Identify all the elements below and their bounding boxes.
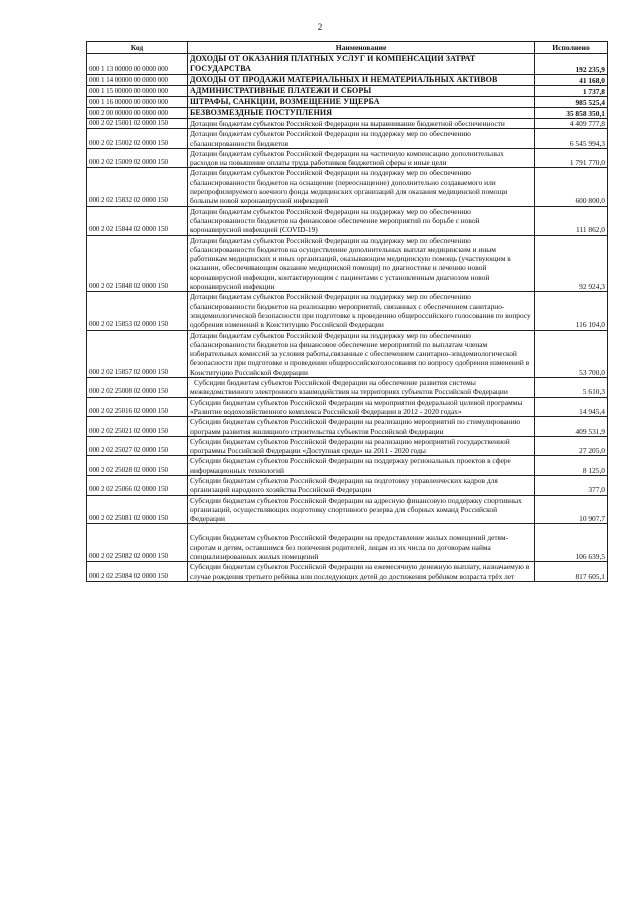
- row-name: Субсидии бюджетам субъектов Российской Федерации на ежемесячную денежную выплату, назначаемую в случае рождения третьего ребёнка или последующих детей до достижения ребёнком возраста трёх лет: [188, 562, 535, 582]
- row-amount: 1 791 770,0: [535, 148, 608, 168]
- row-name: ДОХОДЫ ОТ ПРОДАЖИ МАТЕРИАЛЬНЫХ И НЕМАТЕРИАЛЬНЫХ АКТИВОВ: [188, 75, 535, 86]
- row-name: Субсидии бюджетам субъектов Российской Федерации на предоставление жилых помещений детям-сиротам и детям, оставшимся без попечения родителей, лицам из их числа по договорам найма специализированных жилых помещений: [188, 524, 535, 562]
- row-code: 000 2 02 15844 02 0000 150: [87, 206, 188, 235]
- row-code: 000 2 02 25066 02 0000 150: [87, 475, 188, 495]
- table-row: [87, 475, 608, 495]
- row-name: Субсидии бюджетам субъектов Российской Федерации на реализацию мероприятий государственной программы Российской Федерации «Доступная среда» на 2011 - 2020 годы: [188, 436, 535, 456]
- page-number: 2: [317, 22, 323, 32]
- budget-execution-table: [86, 41, 608, 582]
- table-row: [87, 129, 608, 149]
- row-amount: 14 945,4: [535, 397, 608, 417]
- row-name: Дотации бюджетам субъектов Российской Федерации на частичную компенсацию дополнительных расходов на повышение оплаты труда работников бюджетной сферы и иные цели: [188, 148, 535, 168]
- row-code: 000 2 02 15009 02 0000 150: [87, 148, 188, 168]
- row-amount: 10 907,7: [535, 495, 608, 524]
- row-code: 000 1 15 00000 00 0000 000: [87, 86, 188, 97]
- row-amount: 600 800,0: [535, 168, 608, 206]
- row-amount: 92 924,3: [535, 235, 608, 292]
- row-amount: 817 605,1: [535, 562, 608, 582]
- row-name: АДМИНИСТРАТИВНЫЕ ПЛАТЕЖИ И СБОРЫ: [188, 86, 535, 97]
- row-amount: 27 205,0: [535, 436, 608, 456]
- row-amount: 8 125,0: [535, 456, 608, 476]
- row-code: 000 2 02 25016 02 0000 150: [87, 397, 188, 417]
- table-row: [87, 524, 608, 562]
- table-row: [87, 495, 608, 524]
- table-row: [87, 378, 608, 398]
- row-name: Дотации бюджетам субъектов Российской Федерации на поддержку мер по обеспечению сбалансированности бюджетов на финансовое обеспечение мероприятий по выплатам членам избирательных комиссий за условия работы,связанные с обеспечением санитарно-эпидемиологической безопасности при подготовке и проведении общероссийскоголосования по вопросу одобрения изменений в Конституцию Российской Федерации: [188, 330, 535, 377]
- row-code: 000 2 02 15848 02 0000 150: [87, 235, 188, 292]
- row-name: Субсидии бюджетам субъектов Российской Федерации на адресную финансовую поддержку спортивных организаций, осуществляющих подготовку спортивного резерва для сборных команд Российской Федерации: [188, 495, 535, 524]
- row-amount: 35 858 350,1: [535, 108, 608, 119]
- row-name: Дотации бюджетам субъектов Российской Федерации на выравнивание бюджетной обеспеченности: [188, 119, 535, 129]
- row-code: 000 2 02 25081 02 0000 150: [87, 495, 188, 524]
- row-amount: 106 639,5: [535, 524, 608, 562]
- row-code: 000 2 02 25008 02 0000 150: [87, 378, 188, 398]
- row-code: 000 2 02 15832 02 0000 150: [87, 168, 188, 206]
- table-row: [87, 235, 608, 292]
- table-row: [87, 562, 608, 582]
- table-row: [87, 119, 608, 129]
- row-name: Дотации бюджетам субъектов Российской Федерации на поддержку мер по обеспечению сбалансированности бюджетов на финансовое обеспечение мероприятий по борьбе с новой коронавирусной инфекцией (COVID-19): [188, 206, 535, 235]
- row-name: Субсидии бюджетам субъектов Российской Федерации на мероприятия федеральной целевой программы «Развитие водохозяйственного комплекса Российской Федерации в 2012 - 2020 годах»: [188, 397, 535, 417]
- table-row: [87, 456, 608, 476]
- row-name: БЕЗВОЗМЕЗДНЫЕ ПОСТУПЛЕНИЯ: [188, 108, 535, 119]
- row-code: 000 1 16 00000 00 0000 000: [87, 97, 188, 108]
- row-amount: 53 700,0: [535, 330, 608, 377]
- row-amount: 377,0: [535, 475, 608, 495]
- table-row: [87, 330, 608, 377]
- row-code: 000 2 02 15002 02 0000 150: [87, 129, 188, 149]
- row-code: 000 2 02 25021 02 0000 150: [87, 417, 188, 437]
- table-row: [87, 206, 608, 235]
- row-code: 000 2 00 00000 00 0000 000: [87, 108, 188, 119]
- table-row: [87, 148, 608, 168]
- row-code: 000 2 02 15857 02 0000 150: [87, 330, 188, 377]
- row-name: Субсидии бюджетам субъектов Российской Федерации на поддержку региональных проектов в сфере информационных технологий: [188, 456, 535, 476]
- table-row: [87, 436, 608, 456]
- row-amount: 116 104,0: [535, 292, 608, 330]
- row-name: Субсидии бюджетам субъектов Российской Федерации на реализацию мероприятий по стимулированию программ развития жилищного строительства субъектов Российской Федерации: [188, 417, 535, 437]
- header-amount: Исполнено: [535, 42, 608, 54]
- row-name: Субсидии бюджетам субъектов Российской Федерации на обеспечение развития системы межведомственного электронного взаимодействия на территориях субъектов Российской Федерации: [188, 378, 535, 398]
- table-row: [87, 108, 608, 119]
- table-row: [87, 86, 608, 97]
- row-code: 000 2 02 25084 02 0000 150: [87, 562, 188, 582]
- row-code: 000 2 02 25028 02 0000 150: [87, 456, 188, 476]
- row-amount: 111 862,0: [535, 206, 608, 235]
- header-name: Наименование: [188, 42, 535, 54]
- row-amount: 5 610,3: [535, 378, 608, 398]
- row-code: 000 2 02 15853 02 0000 150: [87, 292, 188, 330]
- row-amount: 6 545 994,3: [535, 129, 608, 149]
- table-header: [87, 42, 608, 54]
- row-name: Субсидии бюджетам субъектов Российской Федерации на подготовку управленческих кадров для организаций народного хозяйства Российской Федерации: [188, 475, 535, 495]
- row-name: Дотации бюджетам субъектов Российской Федерации на поддержку мер по обеспечению сбалансированности бюджетов на осуществление дополнительных выплат медицинским и иным работникам медицинских и иных организаций, оказывающим медицинскую помощь (участвующим в оказании, обеспечивающим оказание медицинской помощи) по диагностике и лечению новой коронавирусной инфекции, контактирующим с пациентами с установленным диагнозом новой коронавирусной инфекции: [188, 235, 535, 292]
- row-name: Дотации бюджетам субъектов Российской Федерации на поддержку мер по обеспечению сбалансированности бюджетов на реализацию мероприятий, связанных с обеспечением санитарно-эпидемиологической безопасности при подготовке к проведению общероссийского голосования по вопросу одобрения изменений в Конституцию Российской Федерации: [188, 292, 535, 330]
- row-amount: 41 168,0: [535, 75, 608, 86]
- table-row: [87, 75, 608, 86]
- table-row: [87, 292, 608, 330]
- row-name: Дотации бюджетам субъектов Российской Федерации на поддержку мер по обеспечению сбалансированности бюджетов: [188, 129, 535, 149]
- row-amount: 985 525,4: [535, 97, 608, 108]
- row-code: 000 2 02 25027 02 0000 150: [87, 436, 188, 456]
- table-row: [87, 417, 608, 437]
- table-row: [87, 397, 608, 417]
- row-name: ШТРАФЫ, САНКЦИИ, ВОЗМЕЩЕНИЕ УЩЕРБА: [188, 97, 535, 108]
- row-amount: 4 409 777,8: [535, 119, 608, 129]
- row-name: ДОХОДЫ ОТ ОКАЗАНИЯ ПЛАТНЫХ УСЛУГ И КОМПЕНСАЦИИ ЗАТРАТ ГОСУДАРСТВА: [188, 54, 535, 75]
- row-amount: 1 737,8: [535, 86, 608, 97]
- table-body: [87, 54, 608, 582]
- row-amount: 409 531,9: [535, 417, 608, 437]
- row-code: 000 2 02 25082 02 0000 150: [87, 524, 188, 562]
- table-row: [87, 168, 608, 206]
- header-code: Код: [87, 42, 188, 54]
- row-code: 000 2 02 15001 02 0000 150: [87, 119, 188, 129]
- table-row: [87, 54, 608, 75]
- row-code: 000 1 14 00000 00 0000 000: [87, 75, 188, 86]
- table-row: [87, 97, 608, 108]
- row-code: 000 1 13 00000 00 0000 000: [87, 54, 188, 75]
- row-name: Дотации бюджетам субъектов Российской Федерации на поддержку мер по обеспечению сбалансированности бюджетов на оснащение (переоснащение) дополнительно создаваемого или перепрофилируемого коечного фонда медицинских организаций для оказания медицинской помощи больным новой коронавирусной инфекцией: [188, 168, 535, 206]
- row-amount: 192 235,9: [535, 54, 608, 75]
- header-row: [87, 42, 608, 54]
